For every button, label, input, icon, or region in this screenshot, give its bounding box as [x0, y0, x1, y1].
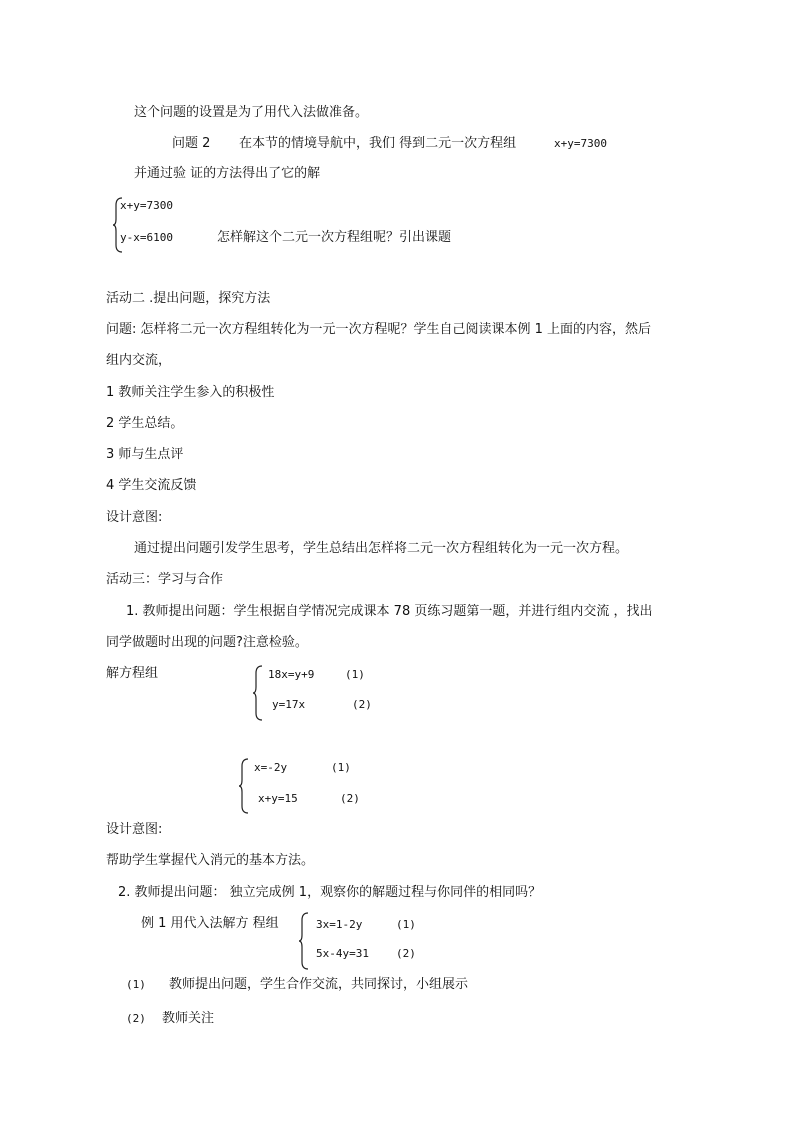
question-line-1: 问题: 怎样将二元一次方程组转化为一元一次方程呢？学生自己阅读课本例 1 上面的内容，然后 [106, 322, 652, 337]
system-2-equation-1: 18x=y+9 [268, 668, 315, 681]
question-2-label: 问题 2 [172, 136, 211, 151]
item-1-number: (1) [126, 978, 146, 991]
system-1-equation-2: y-x=6100 [120, 231, 173, 244]
system-2-number-1: (1) [345, 668, 365, 681]
system-2-equation-2: y=17x [272, 698, 306, 711]
problem-2: 2. 教师提出问题： 独立完成例 1，观察你的解题过程与你同伴的相同吗？ [118, 885, 542, 900]
brace-icon [298, 912, 310, 970]
item-2-number: (2) [126, 1012, 146, 1025]
design-intent-1-text: 通过提出问题引发学生思考，学生总结出怎样将二元一次方程组转化为一元一次方程。 [134, 541, 629, 556]
system-4-number-2: (2) [396, 947, 416, 960]
intro-line: 这个问题的设置是为了用代入法做准备。 [134, 105, 369, 120]
design-intent-1-label: 设计意图: [106, 510, 163, 525]
problem-1-line-2: 同学做题时出现的问题?注意检验。 [106, 635, 308, 650]
item-1-text: 教师提出问题，学生合作交流，共同探讨，小组展示 [169, 977, 469, 992]
activity-3-heading: 活动三：学习与合作 [106, 572, 224, 587]
system-2-number-2: (2) [352, 698, 372, 711]
system-4-equation-1: 3x=1-2y [316, 918, 363, 931]
brace-icon [238, 758, 250, 814]
activity-2-heading: 活动二 .提出问题，探究方法 [106, 291, 271, 306]
question-line-2: 组内交流， [106, 353, 172, 368]
verify-line: 并通过验 证的方法得出了它的解 [134, 166, 321, 181]
question-2-text: 在本节的情境导航中，我们 得到二元一次方程组 [239, 136, 517, 151]
problem-1-line-1: 1. 教师提出问题：学生根据自学情况完成课本 78 页练习题第一题，并进行组内交流 ，找出 [126, 604, 653, 619]
system-4-equation-2: 5x-4y=31 [316, 947, 369, 960]
system-1-question: 怎样解这个二元一次方程组呢？引出课题 [217, 230, 452, 245]
system-3-number-2: (2) [340, 792, 360, 805]
solve-label: 解方程组 [106, 666, 159, 681]
design-intent-2-label: 设计意图: [106, 822, 163, 837]
step-4: 4 学生交流反馈 [106, 478, 197, 493]
system-3-equation-2: x+y=15 [258, 792, 298, 805]
brace-icon [252, 665, 264, 721]
system-1-equation-1: x+y=7300 [120, 199, 173, 212]
design-intent-2-text: 帮助学生掌握代入消元的基本方法。 [106, 853, 315, 868]
item-2-text: 教师关注 [162, 1011, 215, 1026]
step-3: 3 师与生点评 [106, 447, 184, 462]
step-2: 2 学生总结。 [106, 416, 184, 431]
question-2-equation: x+y=7300 [554, 137, 607, 150]
step-1: 1 教师关注学生参入的积极性 [106, 385, 275, 400]
system-3-number-1: (1) [331, 761, 351, 774]
system-4-number-1: (1) [396, 918, 416, 931]
example-1-label: 例 1 用代入法解方 程组 [141, 916, 279, 931]
system-3-equation-1: x=-2y [254, 761, 288, 774]
